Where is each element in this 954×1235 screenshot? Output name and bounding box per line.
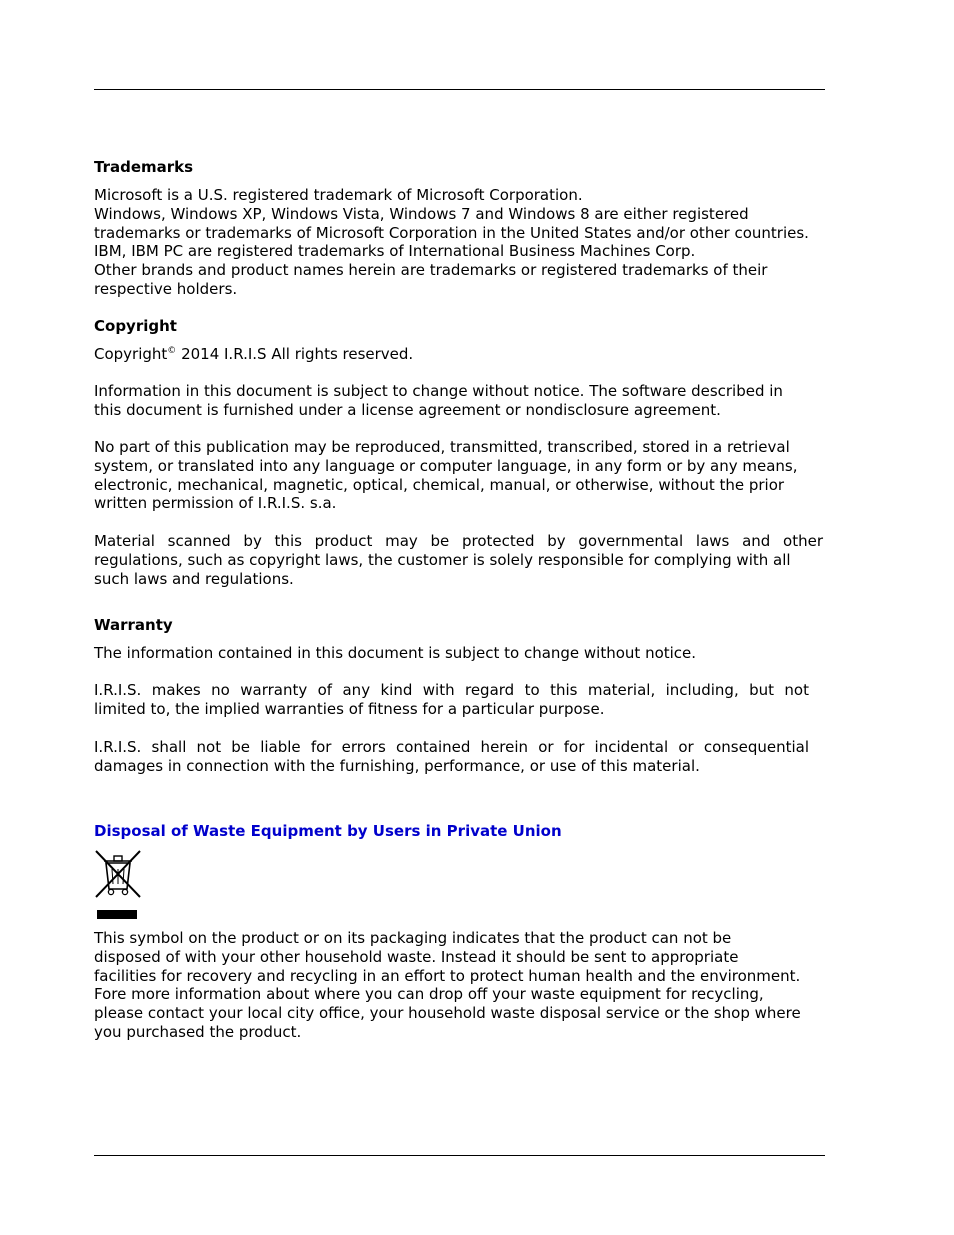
disposal-line: please contact your local city office, your household waste disposal service or the shop where bbox=[94, 1004, 801, 1023]
warranty-line: I.R.I.S. makes no warranty of any kind with regard to this material, including, but not bbox=[94, 681, 809, 699]
trademarks-line: trademarks or trademarks of Microsoft Corporation in the United States and/or other countries. bbox=[94, 223, 809, 242]
copyright-line: electronic, mechanical, magnetic, optical, chemical, manual, or otherwise, without the prior bbox=[94, 475, 785, 494]
copyright-line: such laws and regulations. bbox=[94, 569, 294, 588]
warranty-line: limited to, the implied warranties of fitness for a particular purpose. bbox=[94, 699, 605, 718]
disposal-heading: Disposal of Waste Equipment by Users in Private Union bbox=[94, 822, 562, 840]
trademarks-line: Microsoft is a U.S. registered trademark of Microsoft Corporation. bbox=[94, 186, 583, 204]
copyright-line: No part of this publication may be reproduced, transmitted, transcribed, stored in a retrieval bbox=[94, 438, 790, 456]
trademarks-text bbox=[94, 186, 842, 299]
copyright-line: written permission of I.R.I.S. s.a. bbox=[94, 494, 337, 513]
footer-rule bbox=[94, 1155, 825, 1156]
trademarks-line: Other brands and product names herein are trademarks or registered trademarks of their bbox=[94, 261, 768, 280]
warranty-line: The information contained in this document is subject to change without notice. bbox=[94, 644, 697, 662]
disposal-line: you purchased the product. bbox=[94, 1022, 302, 1041]
trademarks-heading: Trademarks bbox=[94, 158, 194, 176]
copyright-prefix: Copyright bbox=[94, 345, 168, 363]
copyright-line: Material scanned by this product may be protected by governmental laws and other bbox=[94, 532, 823, 550]
disposal-line: Fore more information about where you can drop off your waste equipment for recycling, bbox=[94, 985, 764, 1004]
disposal-text bbox=[94, 929, 842, 1042]
disposal-line: facilities for recovery and recycling in an effort to protect human health and the environment. bbox=[94, 966, 801, 985]
trademarks-line: IBM, IBM PC are registered trademarks of International Business Machines Corp. bbox=[94, 242, 696, 261]
copyright-heading: Copyright bbox=[94, 317, 177, 335]
disposal-line: This symbol on the product or on its packaging indicates that the product can not be bbox=[94, 929, 732, 947]
warranty-paragraph-2 bbox=[94, 681, 809, 719]
copyright-line: regulations, such as copyright laws, the customer is solely responsible for complying with all bbox=[94, 550, 791, 569]
copyright-line: system, or translated into any language or computer language, in any form or by any means, bbox=[94, 456, 798, 475]
warranty-heading: Warranty bbox=[94, 616, 173, 634]
header-rule bbox=[94, 89, 825, 90]
copyright-paragraph-3 bbox=[94, 532, 823, 588]
disposal-line: disposed of with your other household waste. Instead it should be sent to appropriate bbox=[94, 947, 739, 966]
copyright-line: Information in this document is subject to change without notice. The software described in bbox=[94, 382, 783, 400]
copyright-notice bbox=[94, 345, 842, 364]
copyright-symbol: © bbox=[167, 346, 177, 356]
trademarks-line: Windows, Windows XP, Windows Vista, Windows 7 and Windows 8 are either registered bbox=[94, 204, 749, 223]
copyright-line: this document is furnished under a license agreement or nondisclosure agreement. bbox=[94, 400, 721, 419]
warranty-paragraph-3 bbox=[94, 738, 809, 776]
copyright-paragraph-2 bbox=[94, 438, 842, 513]
warranty-line: damages in connection with the furnishing, performance, or use of this material. bbox=[94, 756, 700, 775]
crossed-out-wheelie-bin-icon bbox=[94, 849, 142, 921]
trademarks-line: respective holders. bbox=[94, 279, 238, 298]
copyright-suffix: 2014 I.R.I.S All rights reserved. bbox=[176, 345, 414, 363]
warranty-paragraph-1 bbox=[94, 644, 842, 663]
copyright-paragraph-1 bbox=[94, 382, 842, 420]
warranty-line: I.R.I.S. shall not be liable for errors contained herein or for incidental or consequential bbox=[94, 738, 809, 756]
